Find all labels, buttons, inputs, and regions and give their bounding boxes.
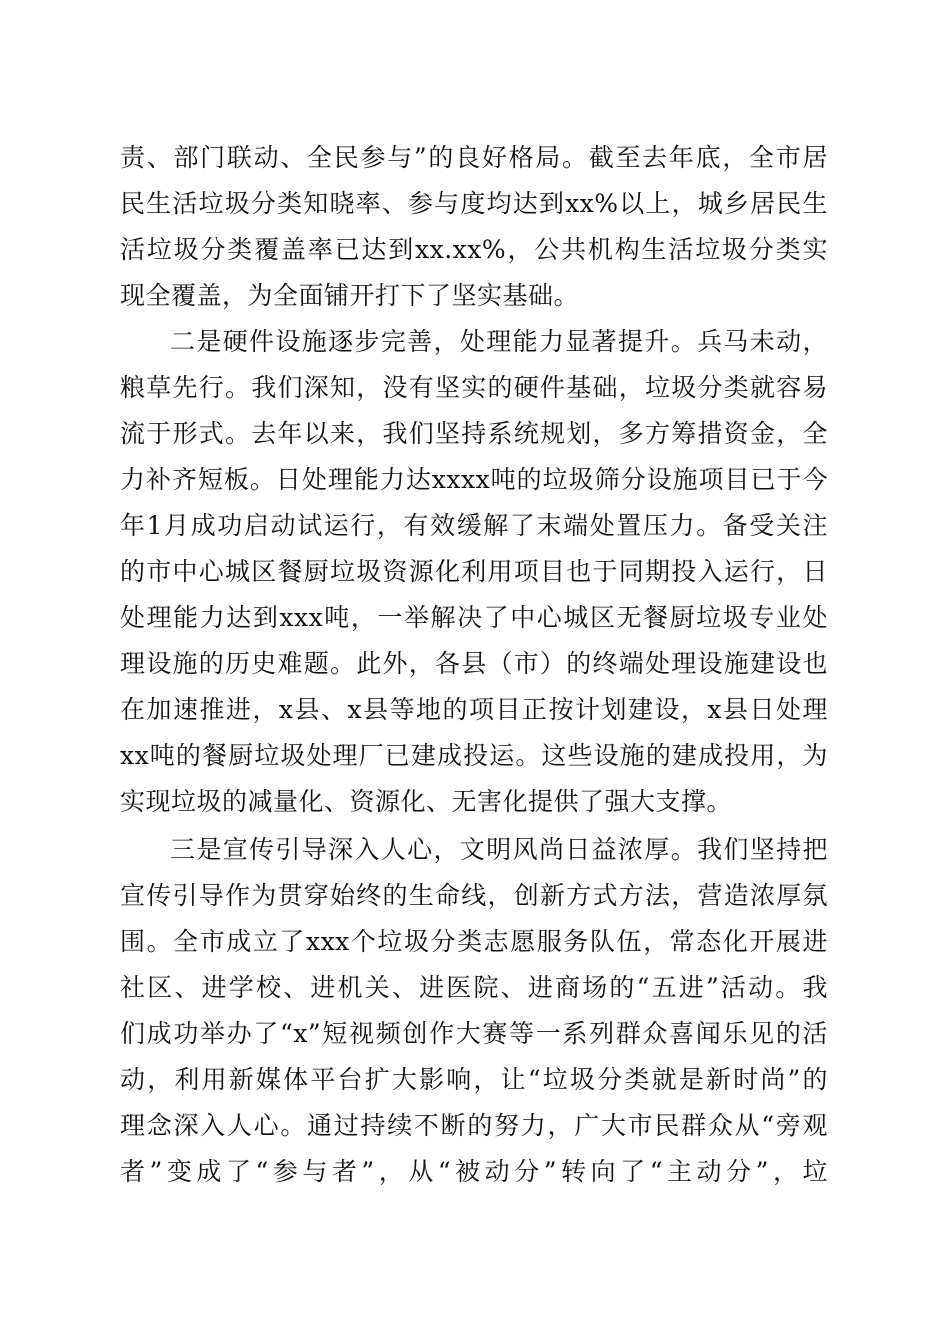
paragraph-2-line-8: 理设施的历史难题。此外，各县（市）的终端处理设施建设也 [120, 649, 828, 678]
paragraph-2-line-7: 处理能力达到xxx吨，一举解决了中心城区无餐厨垃圾专业处 [120, 603, 828, 632]
paragraph-1-line-3: 活垃圾分类覆盖率已达到xx.xx%，公共机构生活垃圾分类实 [120, 235, 828, 264]
paragraph-2-line-10: xx吨的餐厨垃圾处理厂已建成投运。这些设施的建成投用，为 [120, 741, 828, 770]
paragraph-3-line-8: 者”变成了“参与者”，从“被动分”转向了“主动分”，垃 [120, 1157, 828, 1186]
paragraph-2-line-11: 实现垃圾的减量化、资源化、无害化提供了强大支撑。 [120, 787, 733, 816]
paragraph-2-line-5: 年1月成功启动试运行，有效缓解了末端处置压力。备受关注 [120, 511, 828, 540]
paragraph-3-line-6: 动，利用新媒体平台扩大影响，让“垃圾分类就是新时尚”的 [120, 1065, 828, 1094]
paragraph-3-line-1: 三是宣传引导深入人心，文明风尚日益浓厚。我们坚持把 [170, 835, 828, 864]
paragraph-3-line-5: 们成功举办了“x”短视频创作大赛等一系列群众喜闻乐见的活 [120, 1019, 828, 1048]
paragraph-2-line-9: 在加速推进，x县、x县等地的项目正按计划建设，x县日处理 [120, 695, 828, 724]
paragraph-1-line-4: 现全覆盖，为全面铺开打下了坚实基础。 [120, 281, 580, 310]
paragraph-2-line-6: 的市中心城区餐厨垃圾资源化利用项目也于同期投入运行，日 [120, 557, 828, 586]
paragraph-2-line-4: 力补齐短板。日处理能力达xxxx吨的垃圾筛分设施项目已于今 [120, 465, 828, 494]
paragraph-2-line-1: 二是硬件设施逐步完善，处理能力显著提升。兵马未动， [170, 327, 828, 356]
paragraph-3-line-7: 理念深入人心。通过持续不断的努力，广大市民群众从“旁观 [120, 1111, 828, 1140]
paragraph-3-line-2: 宣传引导作为贯穿始终的生命线，创新方式方法，营造浓厚氛 [120, 881, 828, 910]
paragraph-2-line-3: 流于形式。去年以来，我们坚持系统规划，多方筹措资金，全 [120, 419, 828, 448]
paragraph-2-line-2: 粮草先行。我们深知，没有坚实的硬件基础，垃圾分类就容易 [120, 373, 828, 402]
paragraph-1-line-2: 民生活垃圾分类知晓率、参与度均达到xx%以上，城乡居民生 [120, 189, 828, 218]
paragraph-1-line-1: 责、部门联动、全民参与”的良好格局。截至去年底，全市居 [120, 143, 828, 172]
paragraph-3-line-3: 围。全市成立了xxx个垃圾分类志愿服务队伍，常态化开展进 [120, 927, 828, 956]
paragraph-3-line-4: 社区、进学校、进机关、进医院、进商场的“五进”活动。我 [120, 973, 828, 1002]
